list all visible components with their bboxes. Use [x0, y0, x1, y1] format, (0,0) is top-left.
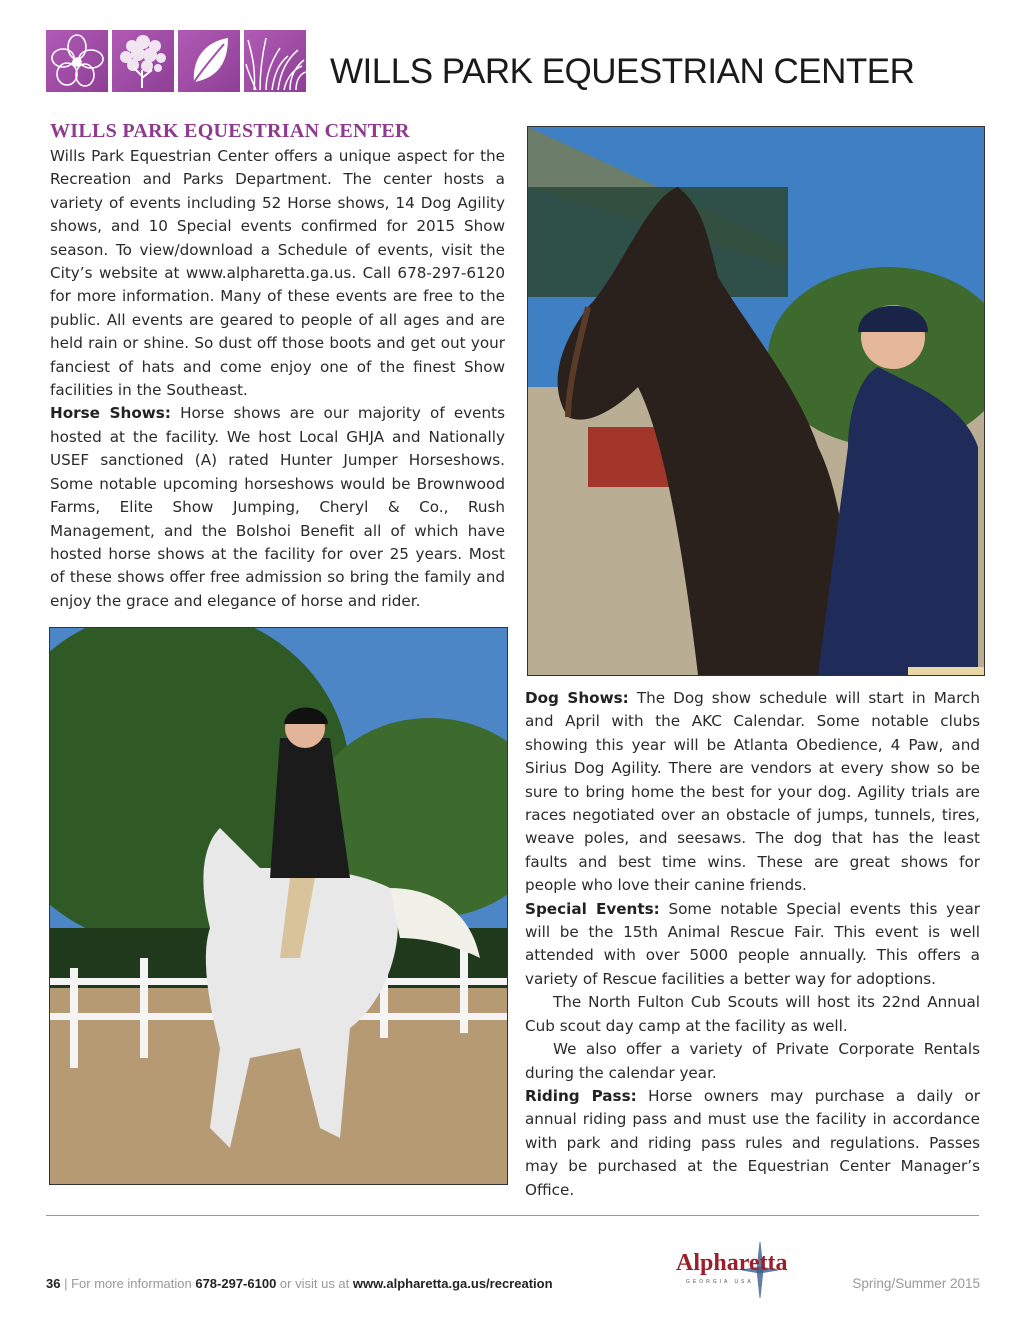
dog-shows-text: The Dog show schedule will start in March and April with the AKC Calendar. Some notable clubs showing this year will be Atlanta Obedience, 4 Paw, and Sirius Dog Agility. There are vendors at every show so be sure to bring home the best for your dog. Agility trials are races negotiated over an obstacle of jumps, tunnels, tires, weave poles, and seesaws. The dog that has the least faults and best time wins. These are great shows for people who love their canine friends.	[525, 689, 981, 895]
horse-shows-paragraph	[50, 402, 505, 613]
leaf-icon	[178, 30, 240, 92]
riding-pass-label: Riding Pass:	[525, 1086, 637, 1105]
corporate-rentals-paragraph: We also offer a variety of Private Corporate Rentals during the calendar year.	[525, 1040, 980, 1082]
footer-url-link[interactable]: www.alpharetta.ga.us/recreation	[352, 1276, 553, 1291]
cub-scouts-paragraph: The North Fulton Cub Scouts will host its 22nd Annual Cub scout day camp at the facility as well.	[525, 993, 980, 1035]
footer-phone: 678-297-6100	[195, 1276, 277, 1291]
dog-shows-label: Dog Shows:	[525, 689, 629, 707]
logo-wordmark: Alpharetta	[676, 1250, 788, 1276]
section-heading: WILLS PARK EQUESTRIAN CENTER	[50, 120, 410, 142]
dog-shows-paragraph	[525, 687, 980, 898]
footer-separator: |	[60, 1276, 72, 1291]
header-icon-strip	[46, 30, 306, 92]
special-events-text: Some notable Special events this year will be the 15th Animal Rescue Fair. This event is well attended with over 5000 people annually. This offers a variety of Rescue facilities a better way for adoptions.	[525, 899, 980, 988]
right-column-text	[525, 687, 980, 1202]
tree-icon	[112, 30, 174, 92]
riding-pass-paragraph	[525, 1085, 980, 1202]
photo-rider-with-horse	[527, 126, 985, 676]
footer-season: Spring/Summer 2015	[852, 1276, 980, 1291]
left-column-text	[50, 145, 505, 613]
alpharetta-logo	[672, 1240, 792, 1315]
riding-pass-text: Horse owners may purchase a daily or annual riding pass and must use the facility in accordance with park and riding pass rules and regulations. Passes may be purchased at the Equestrian Center Manager’s Office.	[525, 1086, 981, 1199]
photo-rider-on-white-horse	[49, 627, 508, 1185]
special-events-paragraph	[525, 898, 980, 992]
horse-shows-text: Horse shows are our majority of events hosted at the facility. We host Local GHJA and Nationally USEF sanctioned (A) rated Hunter Jumper Horseshows. Some notable upcoming horseshows would be Brownwood Farms, Elite Show Jumping, Cheryl & Co., Rush Management, and the Bolshoi Benefit all of which have hosted horse shows at the facility for over 25 years. Most of these shows offer free admission so bring the family and enjoy the grace and elegance of horse and rider.	[50, 404, 505, 610]
horse-shows-label: Horse Shows:	[50, 404, 171, 423]
footer-divider	[46, 1215, 979, 1216]
footer-visit-text: or visit us at	[276, 1276, 353, 1291]
flower-icon	[46, 30, 108, 92]
footer-info	[46, 1276, 553, 1291]
footer-info-prefix: For more information	[71, 1276, 196, 1291]
logo-subtext: GEORGIA USA	[686, 1279, 754, 1285]
grass-icon	[244, 30, 306, 92]
page-number: 36	[46, 1276, 61, 1291]
page-title: WILLS PARK EQUESTRIAN CENTER	[330, 52, 915, 91]
special-events-label: Special Events:	[525, 899, 660, 918]
intro-paragraph: Wills Park Equestrian Center offers a unique aspect for the Recreation and Parks Department. The center hosts a variety of events including 52 Horse shows, 14 Dog Agility shows, and 10 Special events confirmed for 2015 Show season. To view/download a Schedule of events, visit the City’s website at www.alpharetta.ga.us. Call 678-297-6120 for more information. Many of these events are free to the public. All events are geared to people of all ages and are held rain or shine. So dust off those boots and get out your fanciest of hats and come enjoy one of the finest Show facilities in the Southeast.	[50, 147, 505, 400]
